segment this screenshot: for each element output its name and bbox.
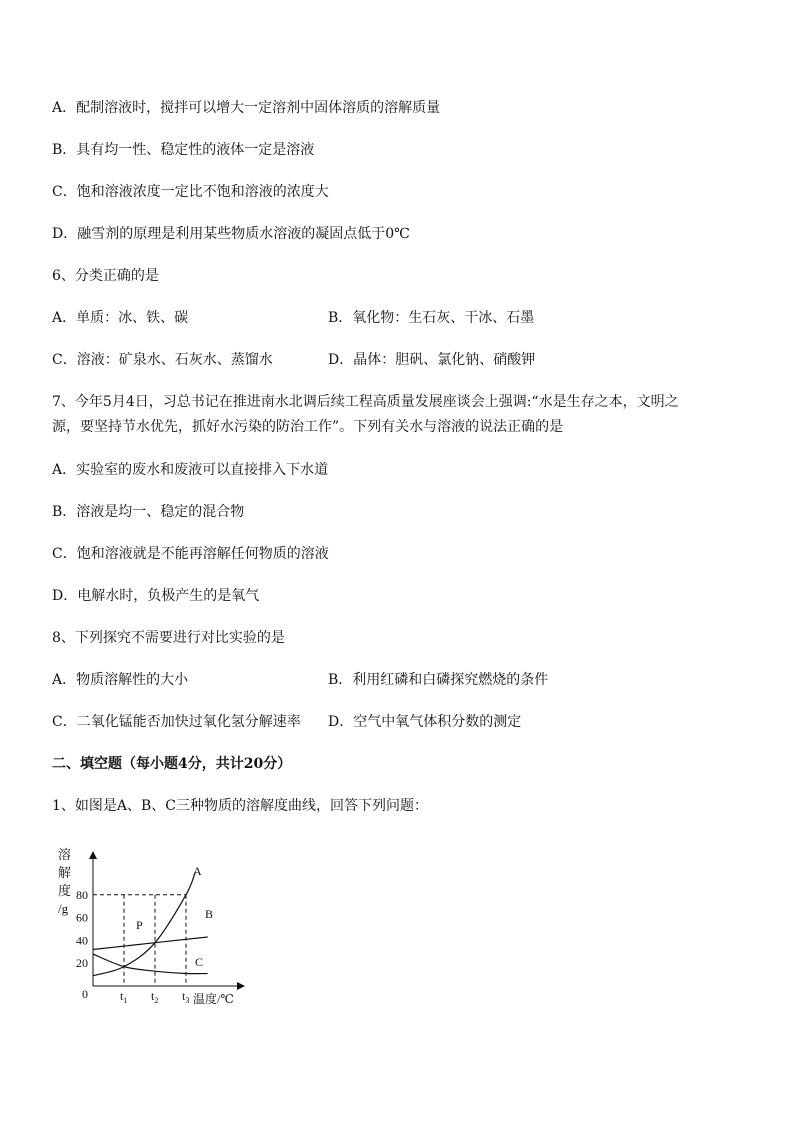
q6-option-d: D．晶体：胆矾、氯化钠、硝酸钾 <box>328 352 536 368</box>
curve-label-b: B <box>205 907 214 921</box>
q8-stem: 8、下列探究不需要进行对比实验的是 <box>52 630 285 646</box>
q7-option-c: C．饱和溶液就是不能再溶解任何物质的溶液 <box>52 546 329 562</box>
q8-option-c: C．二氧化锰能否加快过氧化氢分解速率 <box>52 714 301 730</box>
q6-stem: 6、分类正确的是 <box>52 268 159 284</box>
origin-label: 0 <box>82 987 88 1001</box>
q7-option-d: D．电解水时，负极产生的是氧气 <box>52 588 260 604</box>
x-axis-label: 温度/℃ <box>193 992 234 1006</box>
q5-option-a: A．配制溶液时，搅拌可以增大一定溶剂中固体溶质的溶解质量 <box>52 100 441 116</box>
q7-stem-line1: 7、今年5月4日，习总书记在推进南水北调后续工程高质量发展座谈会上强调:“水是生存之本，文明之 <box>52 394 679 410</box>
x-tick-label-t1: $t_1$ <box>120 989 128 1005</box>
section-heading: 二、填空题（每小题4分，共计20分） <box>52 756 292 772</box>
y-label-char-2: 解 <box>58 865 72 880</box>
y-label-char-3: 度 <box>58 883 72 898</box>
q6-option-c: C．溶液：矿泉水、石灰水、蒸馏水 <box>52 352 273 368</box>
x-tick-label-t3: $t_3$ <box>182 989 190 1005</box>
x-tick-label-t2: $t_2$ <box>151 989 159 1005</box>
curve-label-c: C <box>195 955 204 969</box>
q1-stem: 1、如图是A、B、C三种物质的溶解度曲线，回答下列问题： <box>52 798 429 814</box>
q7-option-b: B．溶液是均一、稳定的混合物 <box>52 504 245 520</box>
solubility-curve-figure <box>52 842 272 1012</box>
y-tick-label-60: 60 <box>76 910 88 925</box>
q6-option-a: A．单质：冰、铁、碳 <box>52 310 189 326</box>
q8-option-b: B．利用红磷和白磷探究燃烧的条件 <box>328 672 549 688</box>
q8-option-d: D．空气中氧气体积分数的测定 <box>328 714 522 730</box>
y-tick-label-40: 40 <box>76 933 88 948</box>
q5-option-d: D．融雪剂的原理是利用某些物质水溶液的凝固点低于0℃ <box>52 226 410 242</box>
point-label-p: P <box>136 918 143 932</box>
y-axis-label <box>58 847 71 916</box>
curve-label-a: A <box>193 864 202 878</box>
q7-option-a: A．实验室的废水和废液可以直接排入下水道 <box>52 462 329 478</box>
q7-stem-line2: 源，要坚持节水优先，抓好水污染的防治工作”。下列有关水与溶液的说法正确的是 <box>52 419 564 435</box>
q6-option-b: B．氧化物：生石灰、干冰、石墨 <box>328 310 535 326</box>
q8-option-a: A．物质溶解性的大小 <box>52 672 189 688</box>
q5-option-b: B．具有均一性、稳定性的液体一定是溶液 <box>52 142 315 158</box>
y-label-char-1: 溶 <box>58 847 72 862</box>
y-tick-label-20: 20 <box>76 956 88 971</box>
curve-c <box>93 954 208 974</box>
q5-option-c: C．饱和溶液浓度一定比不饱和溶液的浓度大 <box>52 184 329 200</box>
y-tick-label-80: 80 <box>76 887 88 902</box>
y-label-char-4: /g <box>58 901 69 916</box>
